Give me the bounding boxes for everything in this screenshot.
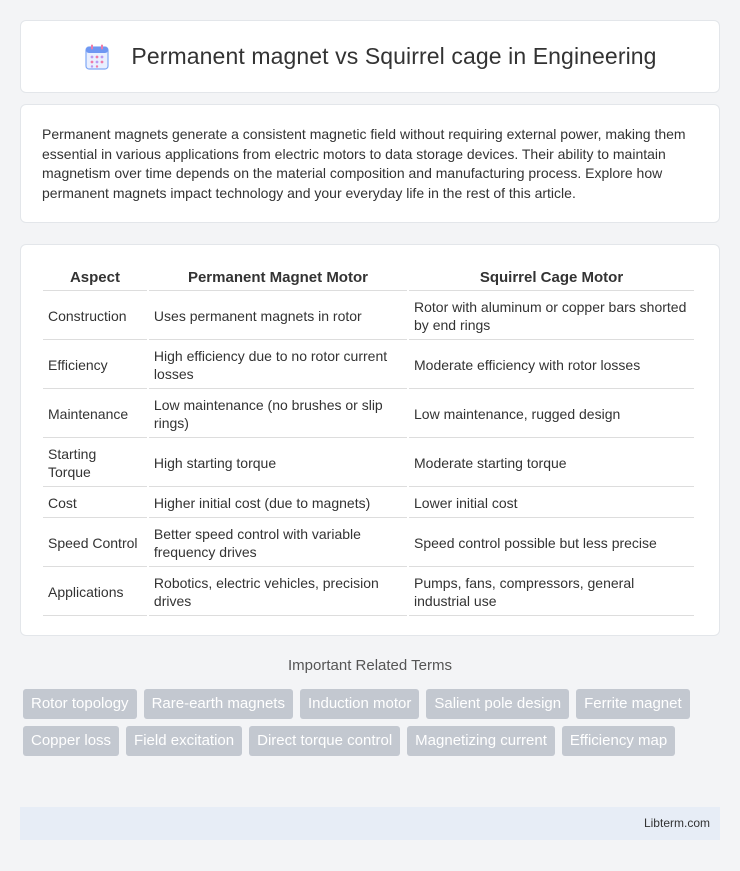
table-row (43, 520, 694, 567)
aspect-cell: Maintenance (43, 391, 147, 438)
table-row (43, 342, 694, 389)
sc-cell: Moderate efficiency with rotor losses (409, 342, 694, 389)
intro-paragraph: Permanent magnets generate a consistent magnetic field without requiring external power, making them essential in various applications from electric motors to data storage devices. Their ability to maintain magnetism over time depends on the material composition and manufacturing process. Explore how permanent magnets impact technology and your everyday life in the rest of this article. (42, 126, 686, 201)
header-card (20, 20, 720, 93)
term-tag[interactable]: Copper loss (23, 726, 119, 756)
table-header-row (43, 265, 694, 291)
pm-cell: Better speed control with variable frequency drives (149, 520, 407, 567)
header-aspect: Aspect (43, 265, 147, 291)
related-terms-title: Important Related Terms (288, 657, 452, 674)
pm-cell: High efficiency due to no rotor current losses (149, 342, 407, 389)
pm-cell: Low maintenance (no brushes or slip rings) (149, 391, 407, 438)
footer (20, 807, 720, 840)
calendar-grid-icon (83, 43, 111, 71)
aspect-cell: Cost (43, 489, 147, 518)
term-tag[interactable]: Rare-earth magnets (144, 689, 293, 719)
sc-cell: Low maintenance, rugged design (409, 391, 694, 438)
aspect-cell: Construction (43, 293, 147, 340)
table-row (43, 440, 694, 487)
sc-cell: Rotor with aluminum or copper bars shorted by end rings (409, 293, 694, 340)
term-tag[interactable]: Induction motor (300, 689, 419, 719)
term-tag[interactable]: Direct torque control (249, 726, 400, 756)
term-tag[interactable]: Ferrite magnet (576, 689, 690, 719)
aspect-cell: Starting Torque (43, 440, 147, 487)
header-permanent-magnet: Permanent Magnet Motor (149, 265, 407, 291)
aspect-cell: Efficiency (43, 342, 147, 389)
sc-cell: Lower initial cost (409, 489, 694, 518)
table-row (43, 293, 694, 340)
sc-cell: Moderate starting torque (409, 440, 694, 487)
pm-cell: High starting torque (149, 440, 407, 487)
sc-cell: Pumps, fans, compressors, general industrial use (409, 569, 694, 616)
term-tag[interactable]: Salient pole design (426, 689, 569, 719)
table-row (43, 569, 694, 616)
pm-cell: Uses permanent magnets in rotor (149, 293, 407, 340)
pm-cell: Higher initial cost (due to magnets) (149, 489, 407, 518)
intro-card (20, 104, 720, 223)
related-terms-list (23, 689, 723, 756)
table-row (43, 391, 694, 438)
comparison-card (20, 244, 720, 636)
sc-cell: Speed control possible but less precise (409, 520, 694, 567)
aspect-cell: Speed Control (43, 520, 147, 567)
aspect-cell: Applications (43, 569, 147, 616)
term-tag[interactable]: Field excitation (126, 726, 242, 756)
table-row (43, 489, 694, 518)
term-tag[interactable]: Efficiency map (562, 726, 675, 756)
term-tag[interactable]: Magnetizing current (407, 726, 555, 756)
comparison-table (41, 263, 696, 618)
header-squirrel-cage: Squirrel Cage Motor (409, 265, 694, 291)
term-tag[interactable]: Rotor topology (23, 689, 137, 719)
pm-cell: Robotics, electric vehicles, precision drives (149, 569, 407, 616)
page-title: Permanent magnet vs Squirrel cage in Engineering (131, 43, 657, 69)
footer-site-link[interactable]: Libterm.com (643, 816, 710, 830)
